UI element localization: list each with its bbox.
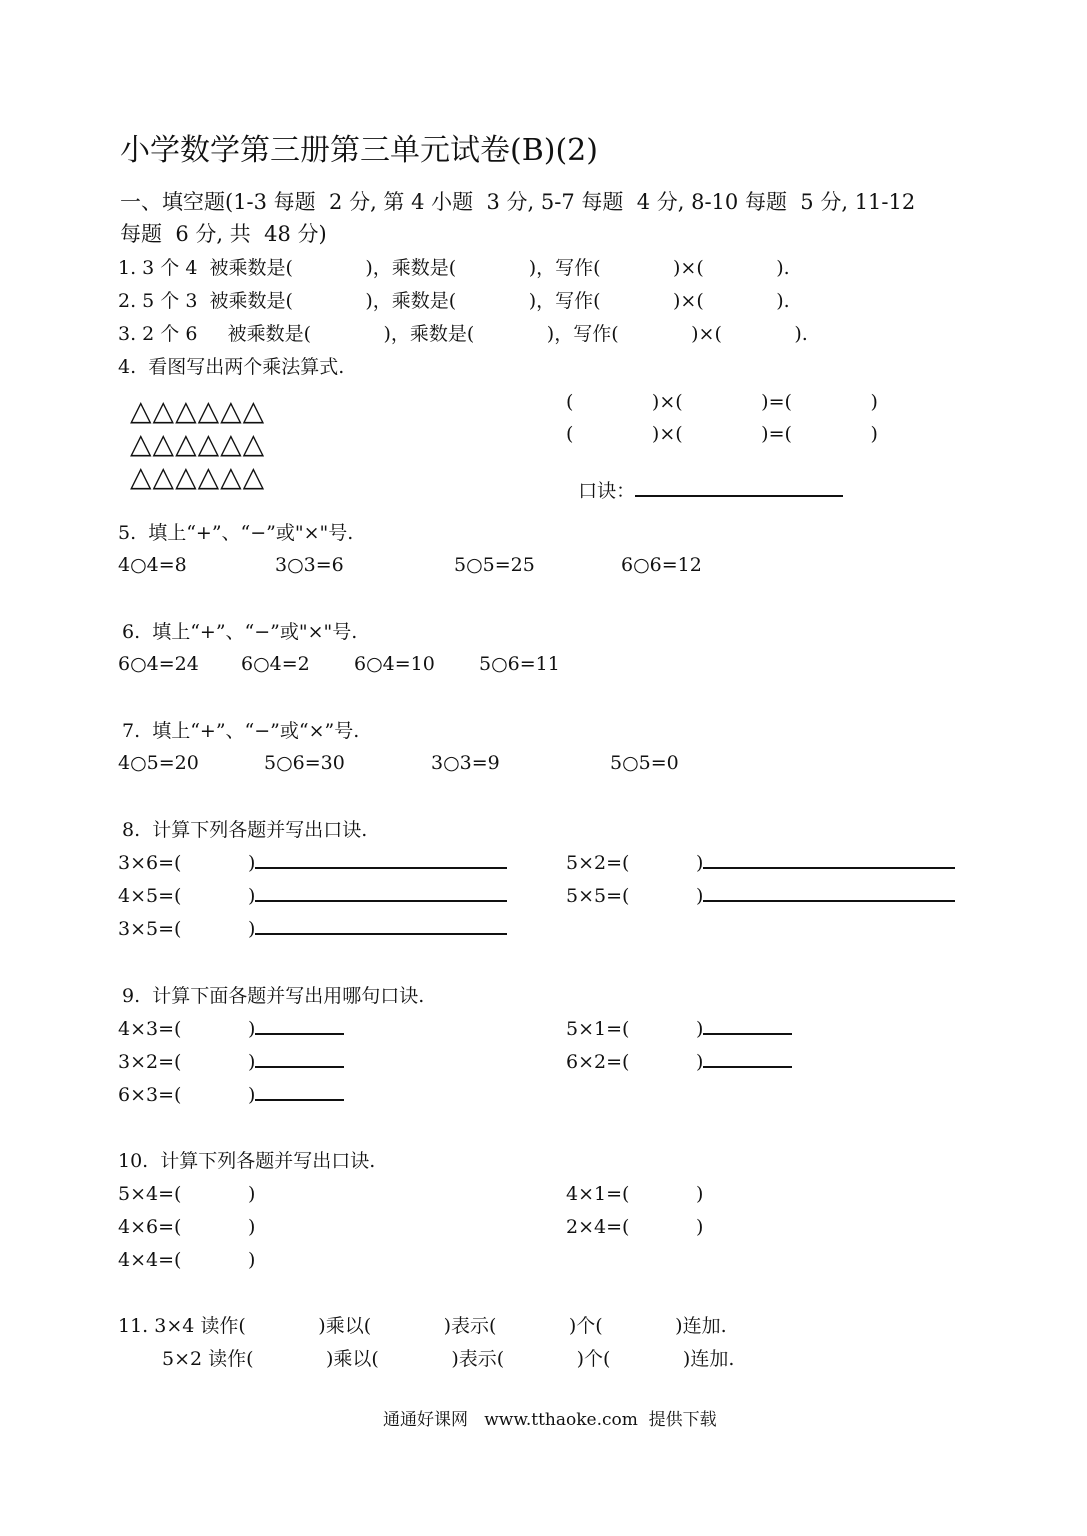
close-paren: ) <box>248 918 256 940</box>
question-9-left-2 <box>118 1050 181 1074</box>
question-6-item-1: 6○4=24 <box>118 653 199 675</box>
close-paren: ) <box>248 1051 256 1073</box>
question-10-left-3-close: ) <box>248 1249 256 1271</box>
question-5-item-1: 4○4=8 <box>118 554 187 576</box>
close-paren: ) <box>248 885 256 907</box>
expr: 5×5=( <box>566 885 630 907</box>
close-paren: ) <box>696 1051 704 1073</box>
question-10-right-1: 4×1=( <box>566 1183 630 1205</box>
question-11-line-2: 5×2 读作( )乘以( )表示( )个( )连加. <box>162 1348 735 1370</box>
answer-line <box>255 888 507 902</box>
question-10-left-2: 4×6=( <box>118 1216 182 1238</box>
question-9-left-2-answer <box>248 1050 344 1074</box>
close-paren: ) <box>696 1018 704 1040</box>
answer-line <box>255 921 507 935</box>
question-8-label: 8. 计算下列各题并写出口诀. <box>122 819 368 841</box>
question-6-item-4: 5○6=11 <box>479 653 560 675</box>
question-8-left-2 <box>118 884 181 908</box>
question-6-label: 6. 填上“+”、“−”或"×"号. <box>122 621 358 643</box>
question-8-right-1 <box>566 851 629 875</box>
expr: 5×1=( <box>566 1018 630 1040</box>
close-paren: ) <box>248 852 256 874</box>
question-10-left-1: 5×4=( <box>118 1183 182 1205</box>
answer-line <box>255 1054 344 1068</box>
question-4-equation-2: ( )×( )=( ) <box>566 423 878 445</box>
question-10-right-2: 2×4=( <box>566 1216 630 1238</box>
triangle-row-2: △△△△△△ <box>130 427 266 460</box>
question-9-right-1 <box>566 1017 629 1041</box>
koujue-answer-line <box>635 483 843 497</box>
expr: 4×5=( <box>118 885 182 907</box>
question-10-right-1-close: ) <box>696 1183 704 1205</box>
question-10-left-1-close: ) <box>248 1183 256 1205</box>
answer-line <box>703 1054 792 1068</box>
question-8-left-2-answer <box>248 884 507 908</box>
triangle-row-1: △△△△△△ <box>130 394 266 427</box>
question-8-left-1 <box>118 851 181 875</box>
answer-line <box>703 1021 792 1035</box>
question-9-left-1 <box>118 1017 181 1041</box>
question-7-item-2: 5○6=30 <box>264 752 345 774</box>
section-header-line2: 每题 6 分, 共 48 分) <box>120 222 327 246</box>
page-footer: 通通好课网 www.tthaoke.com 提供下载 <box>383 1410 717 1430</box>
question-10-right-2-close: ) <box>696 1216 704 1238</box>
answer-line <box>255 1021 344 1035</box>
expr: 5×2=( <box>566 852 630 874</box>
question-8-right-2 <box>566 884 629 908</box>
answer-line <box>255 1087 344 1101</box>
question-9-left-1-answer <box>248 1017 344 1041</box>
question-9-left-3-answer <box>248 1083 344 1107</box>
question-10-left-3: 4×4=( <box>118 1249 182 1271</box>
answer-line <box>703 855 955 869</box>
section-header-line1: 一、填空题(1-3 每题 2 分, 第 4 小题 3 分, 5-7 每题 4 分, 8-10 每题 5 分, 11-12 <box>120 190 916 214</box>
question-3: 3. 2 个 6 被乘数是( )，乘数是( )，写作( )×( ). <box>118 323 808 345</box>
question-8-left-3 <box>118 917 181 941</box>
question-4-koujue <box>566 455 843 503</box>
question-8-left-3-answer <box>248 917 507 941</box>
question-6-item-3: 6○4=10 <box>354 653 435 675</box>
question-8-left-1-answer <box>248 851 507 875</box>
question-5-item-4: 6○6=12 <box>621 554 702 576</box>
expr: 3×6=( <box>118 852 182 874</box>
question-5-item-3: 5○5=25 <box>454 554 535 576</box>
answer-line <box>703 888 955 902</box>
question-9-right-2-answer <box>696 1050 792 1074</box>
answer-line <box>255 855 507 869</box>
expr: 3×5=( <box>118 918 182 940</box>
question-7-item-1: 4○5=20 <box>118 752 199 774</box>
question-7-item-4: 5○5=0 <box>610 752 679 774</box>
question-7-item-3: 3○3=9 <box>431 752 500 774</box>
question-9-label: 9. 计算下面各题并写出用哪句口诀. <box>122 985 425 1007</box>
question-5-label: 5. 填上“+”、“−”或"×"号. <box>118 522 354 544</box>
close-paren: ) <box>696 885 704 907</box>
question-7-label: 7. 填上“+”、“−”或“×”号. <box>122 720 360 742</box>
question-10-label: 10. 计算下列各题并写出口诀. <box>118 1150 376 1172</box>
expr: 6×3=( <box>118 1084 182 1106</box>
question-8-right-1-answer <box>696 851 955 875</box>
expr: 4×3=( <box>118 1018 182 1040</box>
expr: 3×2=( <box>118 1051 182 1073</box>
question-9-right-2 <box>566 1050 629 1074</box>
question-11-line-1: 11. 3×4 读作( )乘以( )表示( )个( )连加. <box>118 1315 727 1337</box>
question-9-right-1-answer <box>696 1017 792 1041</box>
question-8-right-2-answer <box>696 884 955 908</box>
question-4-label: 4. 看图写出两个乘法算式. <box>118 356 345 378</box>
close-paren: ) <box>248 1018 256 1040</box>
question-4-equation-1: ( )×( )=( ) <box>566 391 878 413</box>
question-1: 1. 3 个 4 被乘数是( )，乘数是( )，写作( )×( ). <box>118 257 790 279</box>
expr: 6×2=( <box>566 1051 630 1073</box>
close-paren: ) <box>696 852 704 874</box>
question-2: 2. 5 个 3 被乘数是( )，乘数是( )，写作( )×( ). <box>118 290 790 312</box>
koujue-label: 口诀： <box>578 480 636 502</box>
triangle-row-3: △△△△△△ <box>130 460 266 493</box>
close-paren: ) <box>248 1084 256 1106</box>
question-6-item-2: 6○4=2 <box>241 653 310 675</box>
question-9-left-3 <box>118 1083 181 1107</box>
question-10-left-2-close: ) <box>248 1216 256 1238</box>
question-5-item-2: 3○3=6 <box>275 554 344 576</box>
page-title: 小学数学第三册第三单元试卷(B)(2) <box>120 133 598 168</box>
